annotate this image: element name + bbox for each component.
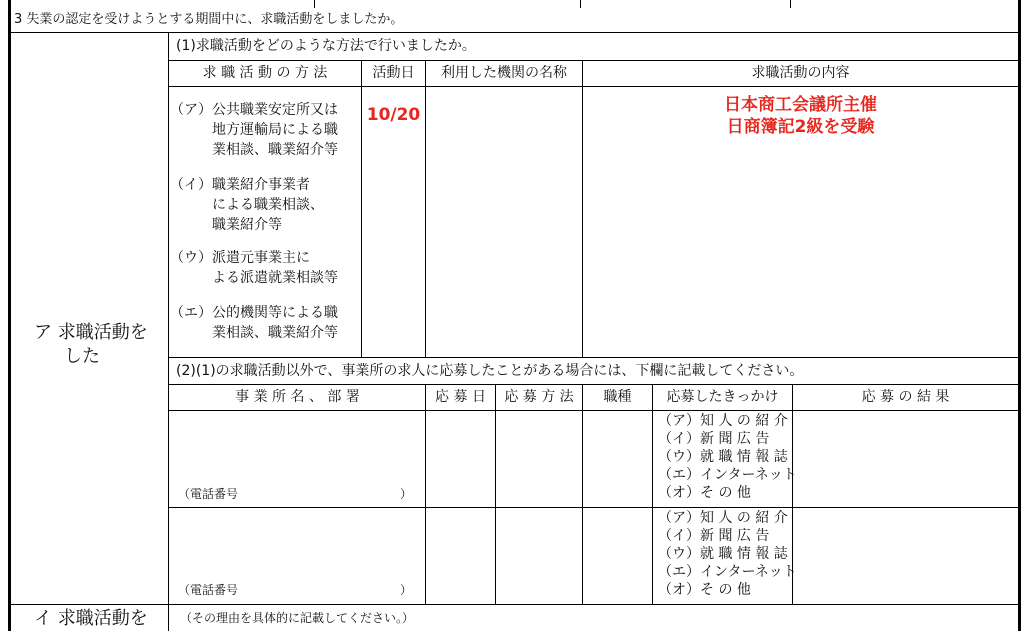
- header-apply-date: 応 募 日: [435, 389, 486, 405]
- header-activity-content: 求職活動の内容: [751, 65, 850, 81]
- rule-q1-title-bottom: [168, 60, 1018, 61]
- rule-q2-header-bottom: [168, 410, 1018, 411]
- header-trigger: 応募したきっかけ: [666, 389, 779, 405]
- q2-col-line-2: [495, 384, 496, 604]
- header-activity-date: 活動日: [372, 65, 415, 81]
- header-job-type: 職種: [603, 389, 632, 405]
- method-i-line: 職業紹介事業者: [212, 177, 310, 193]
- method-u-marker: （ウ）: [170, 250, 212, 266]
- section-a-label: ア 求職活動を: [34, 322, 148, 343]
- rule-section-a-bottom: [8, 604, 1021, 605]
- q1-title: (1)求職活動をどのような方法で行いましたか。: [176, 38, 476, 54]
- phone-close: ）: [400, 487, 413, 501]
- q2-col-line-4: [652, 384, 653, 604]
- label-column-divider: [168, 32, 169, 631]
- method-a-line: 業相談、職業紹介等: [212, 142, 338, 158]
- trigger-option[interactable]: （オ）そ の 他: [658, 582, 751, 598]
- trigger-option[interactable]: （オ）そ の 他: [658, 485, 751, 501]
- header-apply-method: 応 募 方 法: [504, 389, 574, 405]
- section-a-label-2: した: [64, 346, 100, 367]
- phone-label: （電話番号: [178, 583, 239, 597]
- trigger-option[interactable]: （エ）インターネット: [658, 467, 797, 483]
- rule-q1-bottom: [168, 357, 1018, 358]
- method-u-line: 派遣元事業主に: [212, 250, 310, 266]
- section-i-note: （その理由を具体的に記載してください。）: [180, 611, 415, 625]
- header-company: 事 業 所 名 、 部 署: [235, 389, 360, 405]
- method-i-line: 職業紹介等: [212, 217, 282, 233]
- top-strip-line-3: [790, 0, 791, 8]
- method-e-line: 業相談、職業紹介等: [212, 325, 338, 341]
- q2-col-line-1: [425, 384, 426, 604]
- rule-title-bottom: [8, 32, 1021, 33]
- trigger-option[interactable]: （イ）新 聞 広 告: [658, 528, 770, 544]
- rule-q2-row1-bottom: [168, 507, 1018, 508]
- activity-content-value-2[interactable]: 日商簿記2級を受験: [726, 117, 875, 137]
- section-title: 3 失業の認定を受けようとする期間中に、求職活動をしましたか。: [14, 12, 404, 27]
- method-a-line: 公共職業安定所又は: [212, 102, 338, 118]
- trigger-option[interactable]: （イ）新 聞 広 告: [658, 431, 770, 447]
- header-organization: 利用した機関の名称: [441, 65, 567, 81]
- trigger-option[interactable]: （ウ）就 職 情 報 誌: [658, 449, 788, 465]
- method-a-marker: （ア）: [170, 102, 212, 118]
- trigger-option[interactable]: （ア）知 人 の 紹 介: [658, 510, 788, 526]
- trigger-option[interactable]: （ウ）就 職 情 報 誌: [658, 546, 788, 562]
- activity-content-value[interactable]: 日本商工会議所主催: [724, 95, 877, 115]
- phone-label: （電話番号: [178, 487, 239, 501]
- rule-q2-title-bottom: [168, 384, 1018, 385]
- q2-col-line-3: [582, 384, 583, 604]
- method-a-line: 地方運輸局による職: [212, 122, 338, 138]
- outer-right-border: [1018, 0, 1021, 631]
- activity-date-value[interactable]: 10/20: [366, 105, 421, 125]
- trigger-option[interactable]: （エ）インターネット: [658, 564, 797, 580]
- phone-close: ）: [400, 583, 413, 597]
- method-e-marker: （エ）: [170, 305, 212, 321]
- q1-col-line-2: [425, 60, 426, 357]
- method-e-line: 公的機関等による職: [212, 305, 338, 321]
- method-i-marker: （イ）: [170, 177, 212, 193]
- header-result: 応 募 の 結 果: [861, 389, 950, 405]
- section-i-label: イ 求職活動を: [34, 608, 148, 629]
- top-strip-line-2: [580, 0, 581, 8]
- top-strip-line-1: [314, 0, 315, 8]
- outer-left-border: [8, 0, 11, 631]
- method-u-line: よる派遣就業相談等: [212, 270, 338, 286]
- rule-q1-header-bottom: [168, 86, 1018, 87]
- trigger-option[interactable]: （ア）知 人 の 紹 介: [658, 413, 788, 429]
- method-i-line: による職業相談、: [212, 197, 324, 213]
- header-method: 求 職 活 動 の 方 法: [202, 65, 328, 81]
- q2-title: (2)(1)の求職活動以外で、事業所の求人に応募したことがある場合には、下欄に記載してください。: [176, 363, 804, 379]
